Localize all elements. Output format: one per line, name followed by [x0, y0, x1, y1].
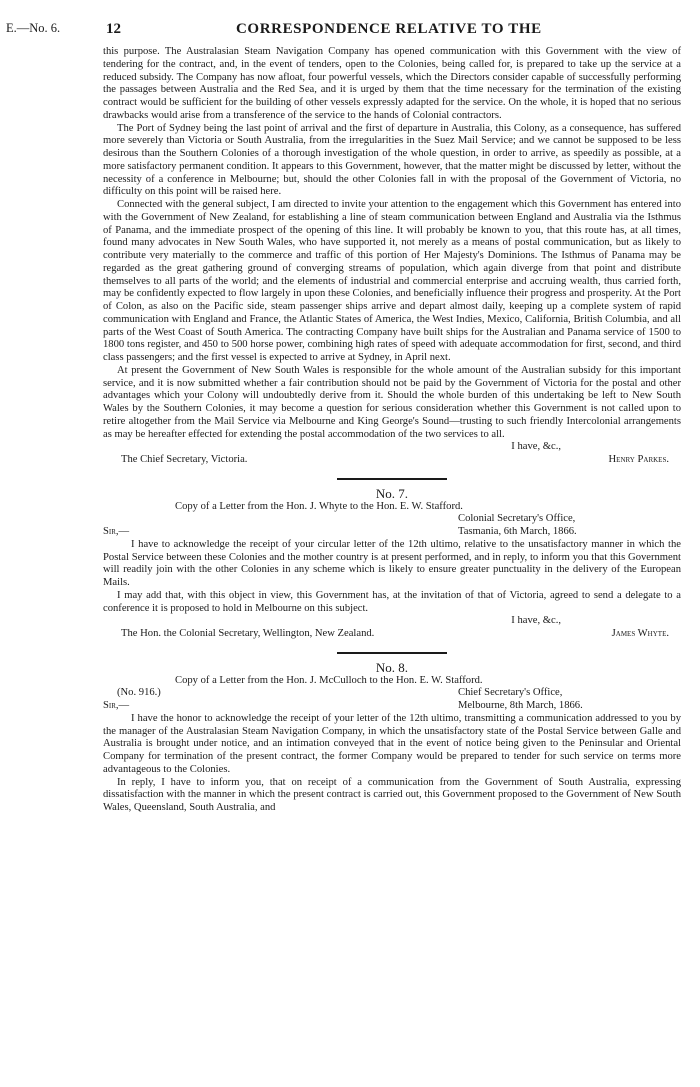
- paragraph: The Port of Sydney being the last point of arrival and the first of departure in Australia, this Colony, as a consequence, has suffered more severely than Victoria or South Australia, from the irregularities in the Suez Mail Service; and we cannot be supposed to be less desirous than the Southern Colonies of a thorough investigation of the whole question, in order to arrive, as speedily as possible, at a more satisfactory permanent condition. It appears to this Government, however, that the matter might be discussed by letter, without the necessity of a conference in Melbourne; but, should the other Colonies fall in with the proposal of the Government of Victoria, no difficulty on this point will be raised here.: [103, 122, 681, 198]
- page-number: 12: [106, 21, 121, 37]
- ref-office-line: [103, 687, 681, 700]
- signature: Henry Parkes.: [608, 454, 669, 465]
- running-title: CORRESPONDENCE RELATIVE TO THE: [236, 21, 542, 37]
- office: Colonial Secretary's Office,: [458, 513, 576, 525]
- paragraph: I may add that, with this object in view, this Government has, at the invitation of that of Victoria, agreed to send a delegate to a conference it is proposed to hold in Melbourne on this subject.: [103, 589, 681, 614]
- section-divider: [337, 652, 447, 654]
- addressee: The Chief Secretary, Victoria.: [121, 454, 248, 465]
- signature: James Whyte.: [611, 628, 669, 639]
- letter-number: No. 7.: [375, 485, 409, 501]
- salutation-line: [103, 700, 681, 713]
- salutation-line: [103, 526, 681, 539]
- closing: I have, &c.,: [511, 441, 561, 453]
- page-header: [6, 21, 682, 41]
- paragraph: this purpose. The Australasian Steam Navigation Company has opened communication with this Government with the view of tendering for the contract, and, in the event of tenders, open to the Colonies, being called for, is prepared to take up the service at a reduced subsidy. The Company has now afloat, four powerful vessels, which the Directors consider capable of successfully performing the passages between Australia and the Red Sea, and it is urged by them that the time necessary for the termination of the existing contract would be sufficient for the building of other vessels expressly adapted for the service. On the whole, it is hoped that no serious drawbacks would arise from a transference of the service to the hands of Colonial contractors.: [103, 46, 681, 121]
- place-date: Tasmania, 6th March, 1866.: [458, 526, 577, 537]
- paragraph: I have the honor to acknowledge the receipt of your letter of the 12th ultimo, transmitting a communication addressed to you by the manager of the Australasian Steam Navigation Company, in which the unsatisfactory state of the Postal Service between Galle and Australia is brought under notice, and an intimation conveyed that in the event of notice being given to the Peninsular and Oriental Company for termination of the present contract, the former Company would be prepared to tender for such service on terms more advantageous to the Colonies.: [103, 712, 681, 775]
- letter-7: [103, 485, 681, 641]
- letter-6-continuation: [103, 46, 681, 467]
- paragraph: Connected with the general subject, I am directed to invite your attention to the engagement which this Government has entered into with the Government of New Zealand, for establishing a line of steam communication between England and Australia via the Isthmus of Panama, and the immediate prospect of the opening of this line. It will probably be known to you, that this route has, at all times, found many advocates in New South Wales, who have supported it, not merely as a means of postal communication, but as likely to contribute very materially to the commerce and traffic of this portion of Her Majesty's Dominions. The Isthmus of Panama may be regarded as the great gathering ground of converging streams of population, which again diverge from that point and distribute themselves to all parts of the world; and the elements of industrial and commercial enterprise and accruing wealth, thus carried forth, may be confidently expected to flow largely in upon these Colonies, and beneficially influence their progress and prosperity. At the Port of Colon, as also on the Pacific side, steam passenger ships arrive and depart almost daily, keeping up a complete system of rapid communication with England and France, the Atlantic States of America, the West Indies, Mexico, California, British Columbia, and all parts of the West Coast of South America. The contracting Company have built ships for the Australian and Panama service of 1500 to 1800 tons register, and 450 to 500 horse power, combining high rates of speed with adequate accommodation for first, second, and third class passengers; and the first vessel is expected to arrive at Sydney, in April next.: [103, 199, 681, 363]
- letter-heading: Copy of a Letter from the Hon. J. McCulloch to the Hon. E. W. Stafford.: [175, 674, 483, 686]
- signature-row: [103, 628, 681, 641]
- signature-row: [103, 454, 681, 467]
- letter-8: [103, 659, 681, 815]
- place-date: Melbourne, 8th March, 1866.: [458, 700, 583, 711]
- salutation: Sir,—: [103, 526, 130, 537]
- paragraph: In reply, I have to inform you, that on receipt of a communication from the Government of South Australia, expressing dissatisfaction with the manner in which the present contract is carried out, this Government proposed to the Government of New South Wales, Queensland, South Australia, and: [103, 776, 681, 813]
- section-divider: [337, 478, 447, 480]
- addressee: The Hon. the Colonial Secretary, Wellington, New Zealand.: [121, 628, 375, 639]
- closing: I have, &c.,: [511, 615, 561, 627]
- letter-heading: Copy of a Letter from the Hon. J. Whyte to the Hon. E. W. Stafford.: [175, 500, 463, 512]
- document-reference: E.—No. 6.: [6, 21, 61, 35]
- salutation: Sir,—: [103, 700, 130, 711]
- office-line: [103, 513, 681, 526]
- letter-ref-number: (No. 916.): [117, 687, 161, 699]
- paragraph: At present the Government of New South Wales is responsible for the whole amount of the Australian subsidy for this important service, and it is now submitted whether a fair contribution should not be paid by the Government of Victoria for the postal and other advantages which your Colony will undoubtedly derive from it. Should the whole burden of this undertaking be left to New South Wales by the Southern Colonies, it may become a question for serious consideration whether this Government is not called upon to retire altogether from the Mail Service via Melbourne and King George's Sound—trusting to such friendly Intercolonial arrangements as may be hereafter effected for extending the postal accommodation of the two services to all.: [103, 364, 681, 440]
- document-body: [103, 46, 681, 815]
- letter-number: No. 8.: [375, 659, 409, 675]
- office: Chief Secretary's Office,: [458, 687, 563, 699]
- paragraph: I have to acknowledge the receipt of your circular letter of the 12th ultimo, relative to the unsatisfactory manner in which the Postal Service between these Colonies and the mother country is at present performed, and in reply, to inform you that this Government will readily join with the other Colonies in any scheme which is likely to ensure greater punctuality in the delivery of the European Mails.: [103, 538, 681, 588]
